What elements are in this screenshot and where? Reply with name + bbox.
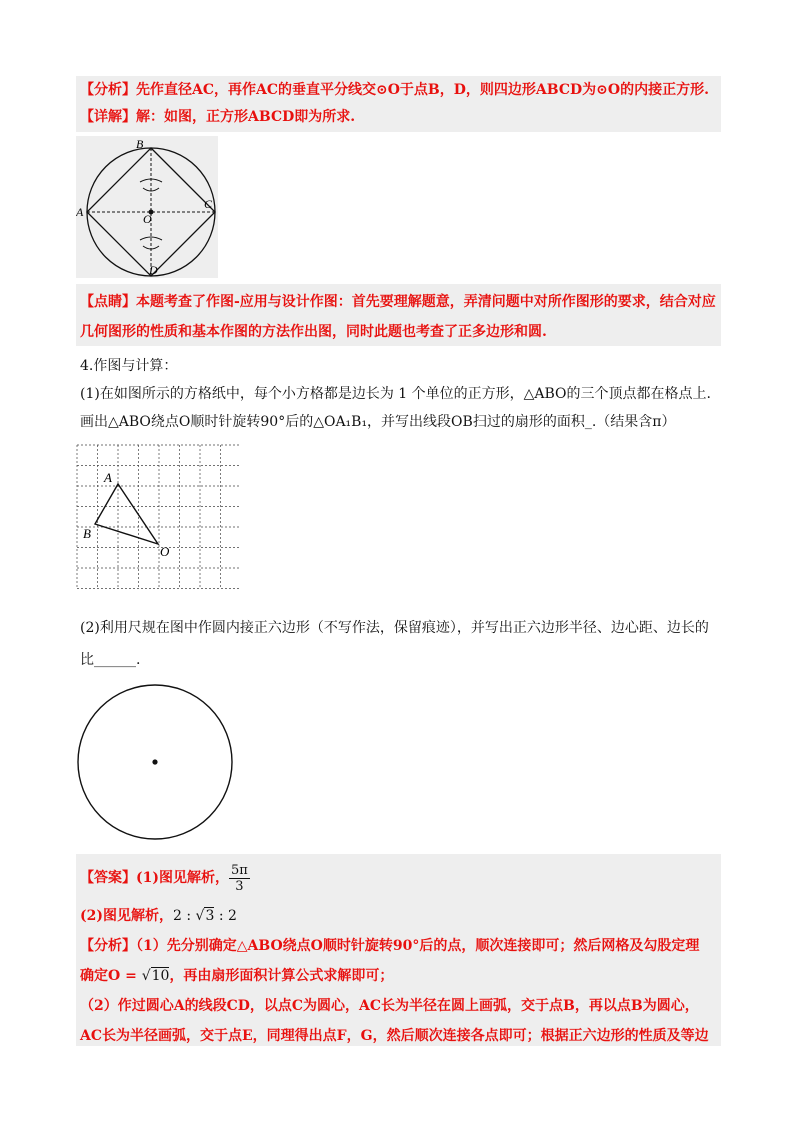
analysis1-text: 先作直径AC，再作AC的垂直平分线交⊙O于点B，D，则四边形ABCD为⊙O的内接正方形. — [136, 82, 709, 98]
label-d: D — [149, 263, 158, 277]
comment1-line1 — [80, 292, 716, 312]
detail1-text: 解：如图，正方形ABCD即为所求. — [136, 109, 356, 125]
label-o: O — [143, 212, 152, 226]
answer-fraction — [229, 863, 250, 894]
inscribed-square-figure — [76, 136, 218, 278]
fraction-numerator: 5π — [231, 862, 248, 878]
problem4-part1-line2: 画出△ABO绕点O顺时针旋转90°后的△OA₁B₁，并写出线段OB扫过的扇形的面积_.（结果含π） — [80, 414, 676, 430]
label-a: A — [76, 205, 84, 219]
problem4-part2-line1: (2)利用尺规在图中作圆内接正六边形（不写作法，保留痕迹），并写出正六边形半径、边心距、边长的 — [80, 620, 709, 636]
answer-line1 — [80, 862, 250, 894]
analysis2-tag: 【分析】 — [80, 938, 136, 954]
label-b: B — [136, 137, 144, 151]
problem4-part2-line2: 比______. — [80, 652, 141, 668]
analysis2-line2: 确定O = √10，再由扇形面积计算公式求解即可； — [80, 968, 394, 984]
circle-center-dot — [152, 759, 157, 764]
comment1-tag: 【点睛】 — [80, 294, 136, 310]
problem4-part1-line1: (1)在如图所示的方格纸中，每个小方格都是边长为 1 个单位的正方形，△ABO的三个顶点都在格点上. — [80, 386, 711, 402]
analysis1-line — [80, 80, 709, 100]
analysis1-tag: 【分析】 — [80, 82, 136, 98]
answer-part2: (2)图见解析， — [80, 908, 173, 924]
problem4-title: 4.作图与计算： — [80, 358, 178, 374]
grid-figure — [76, 444, 240, 590]
comment1-line2 — [80, 322, 547, 342]
analysis2-line1 — [80, 936, 699, 956]
grid-label-a: A — [104, 470, 112, 485]
analysis2-text1: （1）先分别确定△ABO绕点O顺时针旋转90°后的点，顺次连接即可；然后网格及勾股定理 — [136, 938, 700, 954]
label-c: C — [204, 197, 213, 211]
analysis2-line4: AC长为半径画弧，交于点E，同理得出点F，G，然后顺次连接各点即可；根据正六边形的性质及等边 — [80, 1028, 709, 1044]
grid-label-o: O — [160, 544, 170, 559]
circle-figure — [76, 684, 236, 844]
detail1-line — [80, 107, 355, 127]
comment1-text2: 几何图形的性质和基本作图的方法作出图，同时此题也考查了正多边形和圆. — [80, 324, 547, 340]
answer-line2 — [80, 906, 237, 926]
analysis2-line3: （2）作过圆心A的线段CD，以点C为圆心，AC长为半径在圆上画弧，交于点B，再以点B为圆心， — [80, 998, 699, 1014]
answer-ratio: 2 : √3 : 2 — [173, 908, 237, 924]
answer-part1: (1)图见解析， — [136, 870, 229, 886]
fraction-denominator: 3 — [235, 878, 244, 894]
detail1-tag: 【详解】 — [80, 109, 136, 125]
answer-tag: 【答案】 — [80, 870, 136, 886]
grid-label-b: B — [83, 526, 91, 541]
triangle-abo — [95, 484, 158, 544]
comment1-text1: 本题考查了作图-应用与设计作图：首先要理解题意，弄清问题中对所作图形的要求，结合对应 — [136, 294, 716, 310]
